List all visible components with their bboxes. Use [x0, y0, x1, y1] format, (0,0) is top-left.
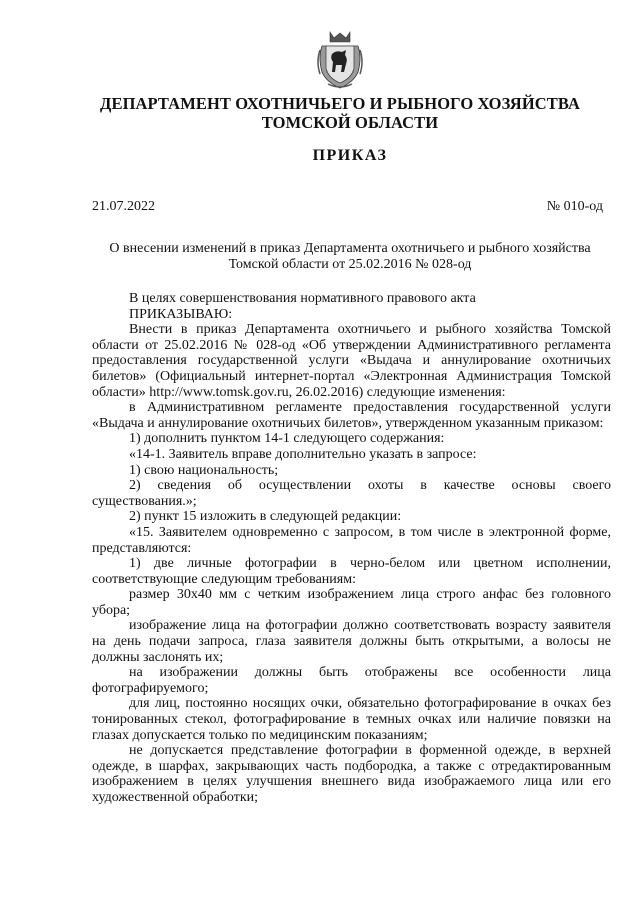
paragraph: не допускается представление фотографии в форменной одежде, в верхней одежде, в шарфах, закрывающих часть подбородка, а также с отредактированным изображением в целях улучшения внешнего вида изображаемого лица или его художественной обработки; — [92, 743, 611, 805]
paragraph: «14-1. Заявитель вправе дополнительно указать в запросе: — [129, 446, 477, 462]
department-name-line1: ДЕПАРТАМЕНТ ОХОТНИЧЬЕГО И РЫБНОГО ХОЗЯЙСТВА — [100, 94, 580, 113]
paragraph: для лиц, постоянно носящих очки, обязательно фотографирование в очках без тонированных стекол, фотографирование в темных очках или наличие повязки на глазах допускается только по медицинским показаниям; — [92, 696, 611, 743]
subject-line2: Томской области от 25.02.2016 № 028-од — [228, 257, 472, 272]
paragraph: на изображении должны быть отображены все особенности лица фотографируемого; — [92, 665, 611, 696]
paragraph: ПРИКАЗЫВАЮ: — [129, 306, 233, 322]
document-type: ПРИКАЗ — [312, 147, 388, 164]
tomsk-coat-of-arms-icon — [316, 28, 364, 90]
paragraph: В целях совершенствования нормативного правового акта — [129, 291, 476, 306]
paragraph: Внести в приказ Департамента охотничьего и рыбного хозяйства Томской области от 25.02.2016 № 028-од «Об утверждении Административного регламента предоставления государственной услуги «Выдача и аннулирование охотничьих билетов» (Официальный интернет-портал «Электронная Администрация Томской области» http://www.tomsk.gov.ru, 26.02.2016) следующие изменения: — [92, 322, 611, 400]
order-date: 21.07.2022 — [92, 199, 155, 214]
order-body — [92, 291, 611, 806]
order-number: № 010-од — [546, 199, 603, 214]
paragraph: в Административном регламенте предоставления государственной услуги «Выдача и аннулирование охотничьих билетов», утвержденном указанным приказом: — [92, 400, 611, 431]
paragraph: размер 30x40 мм с четким изображением лица строго анфас без головного убора; — [92, 587, 611, 618]
paragraph: 1) дополнить пунктом 14-1 следующего содержания: — [129, 431, 445, 447]
paragraph: 2) пункт 15 изложить в следующей редакции: — [129, 509, 402, 525]
paragraph: изображение лица на фотографии должно соответствовать возрасту заявителя на день подачи запроса, глаза заявителя должны быть открытыми, а волосы не должны заслонять их; — [92, 618, 611, 665]
department-name-line2: ТОМСКОЙ ОБЛАСТИ — [261, 113, 439, 132]
paragraph: 1) свою национальность; — [129, 462, 279, 478]
paragraph: 1) две личные фотографии в черно-белом или цветном исполнении, соответствующие следующим требованиям: — [92, 556, 611, 587]
paragraph: 2) сведения об осуществлении охоты в качестве основы своего существования.»; — [92, 478, 611, 509]
paragraph: «15. Заявителем одновременно с запросом, в том числе в электронной форме, представляются: — [92, 524, 611, 556]
subject-line1: О внесении изменений в приказ Департамента охотничьего и рыбного хозяйства — [109, 241, 591, 256]
